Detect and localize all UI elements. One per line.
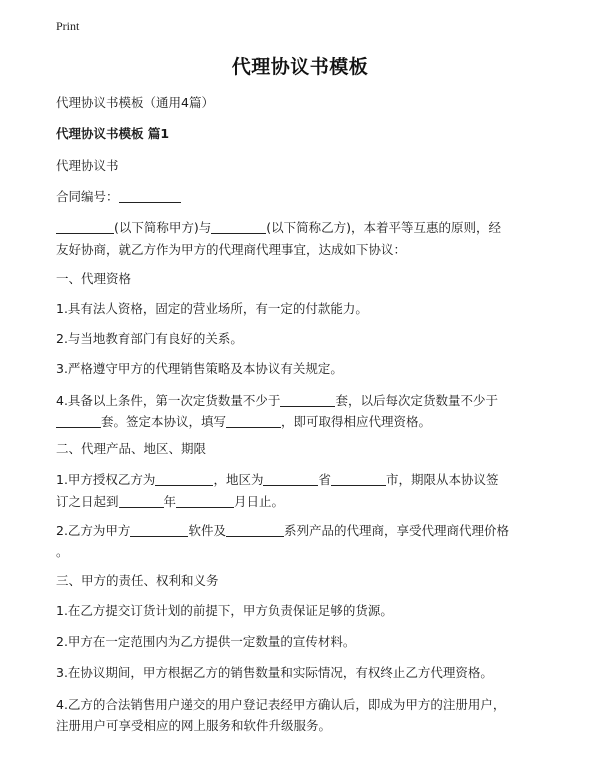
print-link[interactable]: Print (56, 19, 80, 33)
section-2-item-2-line-1 (56, 520, 552, 542)
section-3-item-4-line-2: 注册用户可享受相应的网上服务和软件升级服务。 (56, 718, 332, 733)
s2-item1-text-g: 月日止。 (234, 494, 285, 509)
section-1-item-1: 1.具有法人资格，固定的营业场所，有一定的付款能力。 (56, 301, 368, 316)
s2-item2-text-b: 软件及 (188, 523, 226, 538)
section-3-item-4-line-1: 4.乙方的合法销售用户递交的用户登记表经甲方确认后，即成为甲方的注册用户， (56, 697, 506, 712)
intro-text-1: (以下简称甲方)与 (114, 220, 212, 235)
section-3-item-2: 2.甲方在一定范围内为乙方提供一定数量的宣传材料。 (56, 634, 356, 649)
first-order-blank (280, 392, 335, 407)
contract-number (56, 186, 552, 208)
item4-text-a: 4.具备以上条件，第一次定货数量不少于 (56, 393, 281, 408)
item4-text-c: 套。签定本协议，填写 (101, 414, 227, 429)
section-3-heading: 三、甲方的责任、权利和义务 (56, 573, 219, 588)
s2-item1-text-b: ，地区为 (213, 472, 264, 487)
item4-text-d: ，即可取得相应代理资格。 (281, 414, 432, 429)
year-blank (119, 493, 164, 508)
section-2-item-1-line-2 (56, 491, 552, 513)
document-subtitle: 代理协议书模板（通用4篇） (56, 95, 214, 110)
fill-in-blank (226, 413, 281, 428)
section-1-item-2: 2.与当地教育部门有良好的关系。 (56, 331, 243, 346)
section-3-item-3: 3.在协议期间，甲方根据乙方的销售数量和实际情况，有权终止乙方代理资格。 (56, 665, 493, 680)
s2-item1-text-a: 1.甲方授权乙方为 (56, 472, 156, 487)
section-1-item-4-line-2 (56, 411, 552, 433)
s2-item2-text-a: 2.乙方为甲方 (56, 523, 131, 538)
intro-line-2: 友好协商，就乙方作为甲方的代理商代理事宜，达成如下协议： (56, 242, 407, 257)
province-blank (263, 471, 318, 486)
section-2-item-1-line-1 (56, 469, 552, 491)
city-blank (331, 471, 386, 486)
section-3-item-1: 1.在乙方提交订货计划的前提下，甲方负责保证足够的货源。 (56, 603, 393, 618)
s2-item1-text-d: 市，期限从本协议签 (385, 472, 499, 487)
item4-text-b: 套，以后每次定货数量不少于 (335, 393, 498, 408)
month-blank (176, 493, 234, 508)
s2-item1-text-f: 年 (163, 494, 177, 509)
software-blank (130, 522, 188, 537)
intro-text-2: (以下简称乙方)，本着平等互惠的原则，经 (266, 220, 502, 235)
doc-name: 代理协议书 (56, 158, 119, 173)
contract-number-label: 合同编号： (56, 189, 119, 204)
document-title: 代理协议书模板 (231, 56, 369, 78)
section-2-item-2-line-2: 。 (56, 544, 69, 559)
intro-line-1 (56, 217, 552, 239)
party-b-blank (211, 219, 266, 234)
section-heading: 代理协议书模板 篇1 (56, 126, 170, 141)
section-2-heading: 二、代理产品、地区、期限 (56, 441, 207, 456)
authorize-blank (155, 471, 213, 486)
party-a-blank (56, 219, 114, 234)
section-1-heading: 一、代理资格 (56, 271, 132, 286)
series-blank (226, 522, 284, 537)
section-1-item-3: 3.严格遵守甲方的代理销售策略及本协议有关规定。 (56, 361, 343, 376)
contract-number-blank (119, 188, 181, 203)
later-order-blank (56, 413, 101, 428)
s2-item1-text-c: 省 (318, 472, 331, 487)
s2-item2-text-c: 系列产品的代理商，享受代理商代理价格 (283, 523, 509, 538)
s2-item1-text-e: 订之日起到 (56, 494, 119, 509)
section-1-item-4-line-1 (56, 390, 552, 412)
